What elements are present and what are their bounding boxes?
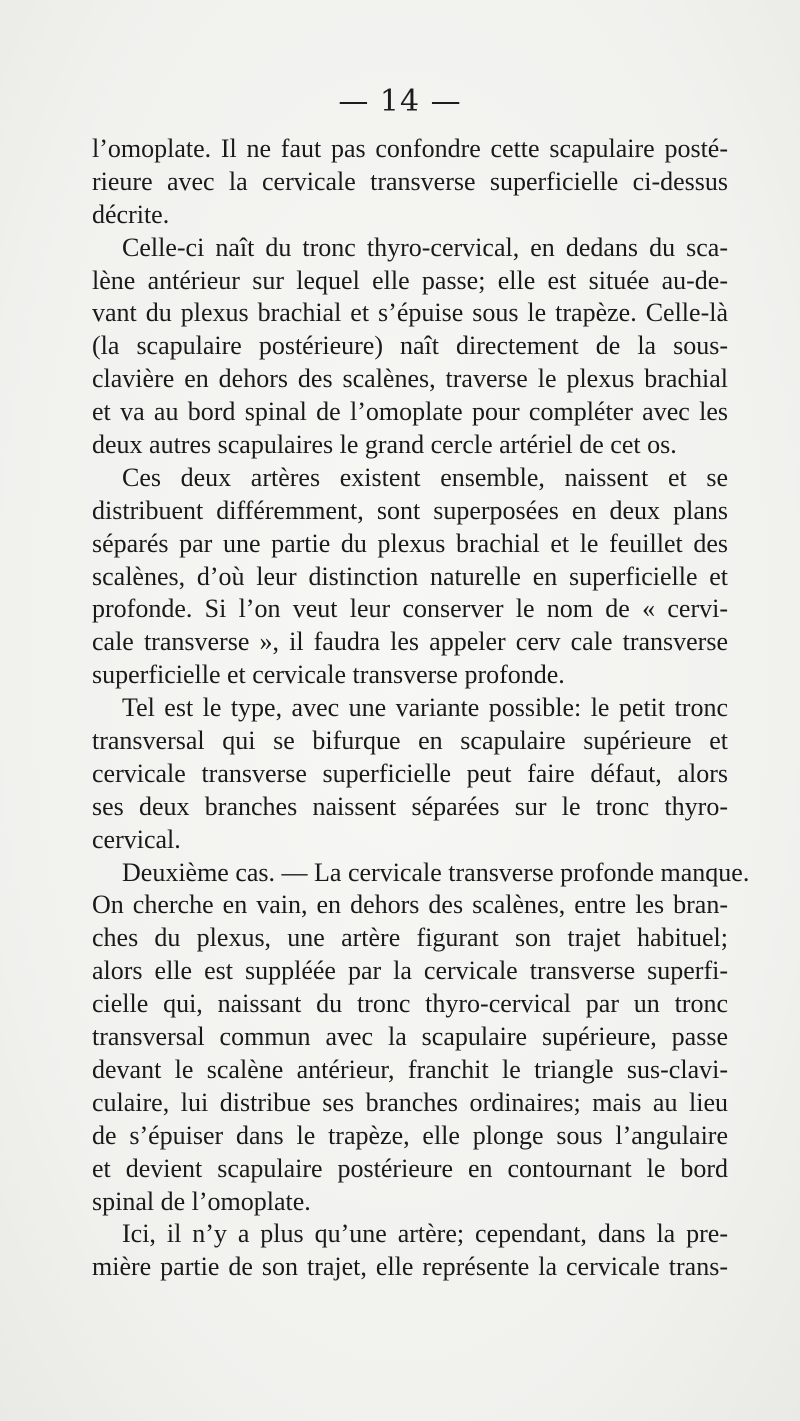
text-line: deux autres scapulaires le grand cercle artériel de cet os. bbox=[92, 430, 677, 460]
text-line: alors elle est suppléée par la cervicale transverse superfi- bbox=[92, 956, 728, 986]
text-line: culaire, lui distribue ses branches ordinaires; mais au lieu bbox=[92, 1087, 728, 1117]
text-line: On cherche en vain, en dehors des scalènes, entre les bran- bbox=[92, 890, 728, 920]
text-line: distribuent différemment, sont superposées en deux plans bbox=[92, 495, 728, 525]
body-text bbox=[92, 133, 750, 1284]
text-line: cervical. bbox=[92, 824, 181, 854]
text-line: cale transverse », il faudra les appeler cerv cale transverse bbox=[92, 627, 728, 657]
text-line: Tel est le type, avec une variante possible: le petit tronc bbox=[122, 693, 728, 723]
text-line: ches du plexus, une artère figurant son trajet habituel; bbox=[92, 923, 728, 953]
text-line: Celle-ci naît du tronc thyro-cervical, en dedans du sca- bbox=[122, 232, 728, 262]
text-line: décrite. bbox=[92, 199, 170, 229]
text-line: devant le scalène antérieur, franchit le triangle sus-clavi- bbox=[92, 1054, 728, 1084]
text-line: (la scapulaire postérieure) naît directement de la sous- bbox=[92, 331, 728, 361]
text-line: Ici, il n’y a plus qu’une artère; cependant, dans la pre- bbox=[122, 1219, 728, 1249]
text-line: vant du plexus brachial et s’épuise sous le trapèze. Celle-là bbox=[92, 298, 728, 328]
text-line: mière partie de son trajet, elle représente la cervicale trans- bbox=[92, 1252, 728, 1282]
text-line: transversal qui se bifurque en scapulaire supérieure et bbox=[92, 726, 728, 756]
text-line: scalènes, d’où leur distinction naturelle en superficielle et bbox=[92, 561, 728, 591]
text-line: et va au bord spinal de l’omoplate pour compléter avec les bbox=[92, 397, 728, 427]
text-line: cielle qui, naissant du tronc thyro-cervical par un tronc bbox=[92, 989, 728, 1019]
text-line: Ces deux artères existent ensemble, naissent et se bbox=[122, 462, 728, 492]
text-line: Deuxième cas. — La cervicale transverse profonde manque. bbox=[122, 857, 750, 887]
text-line: l’omoplate. Il ne faut pas confondre cette scapulaire posté- bbox=[92, 134, 728, 163]
text-line: lène antérieur sur lequel elle passe; elle est située au-de- bbox=[92, 265, 728, 295]
text-line: clavière en dehors des scalènes, traverse le plexus brachial bbox=[92, 364, 728, 394]
text-line: profonde. Si l’on veut leur conserver le nom de « cervi- bbox=[92, 594, 728, 624]
text-line: spinal de l’omoplate. bbox=[92, 1186, 311, 1216]
text-line: rieure avec la cervicale transverse superficielle ci-dessus bbox=[92, 166, 728, 196]
page-number-header: — 14 — bbox=[338, 84, 462, 119]
text-line: ses deux branches naissent séparées sur le tronc thyro- bbox=[92, 791, 728, 821]
text-line: cervicale transverse superficielle peut faire défaut, alors bbox=[92, 758, 728, 788]
text-line: transversal commun avec la scapulaire supérieure, passe bbox=[92, 1022, 728, 1052]
text-line: superficielle et cervicale transverse profonde. bbox=[92, 660, 565, 690]
text-line: et devient scapulaire postérieure en contournant le bord bbox=[92, 1153, 728, 1183]
text-line: séparés par une partie du plexus brachial et le feuillet des bbox=[92, 528, 728, 558]
text-line: de s’épuiser dans le trapèze, elle plonge sous l’angulaire bbox=[92, 1120, 728, 1150]
